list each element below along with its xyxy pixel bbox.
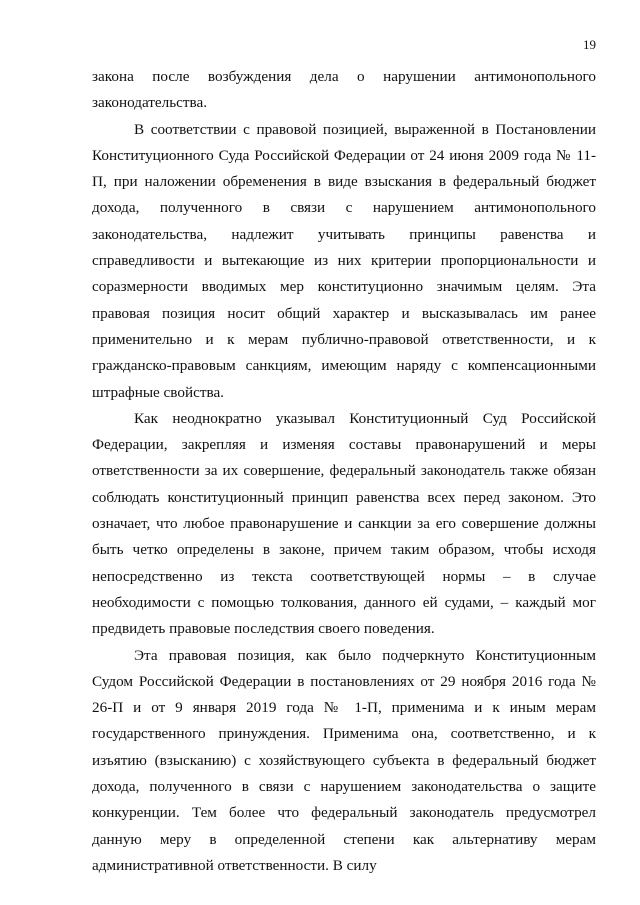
page-number: 19 [583, 37, 596, 52]
paragraph-1: закона после возбуждения дела о нарушении антимонопольного законодательства. [92, 68, 596, 112]
paragraph-4: Эта правовая позиция, как было подчеркнуто Конституционным Судом Российской Федерации в постановлениях от 29 ноября 2016 года № 26-П и от 9 января 2019 года № 1-П, применима и к иным мерам государственного принуждения. Применима она, соответственно, и к изъятию (взысканию) с хозяйствующего субъекта в федеральный бюджет дохода, полученного в связи с нарушением законодательства о защите конкуренции. Тем более что федеральный законодатель предусмотрел данную меру в определенной степени как альтернативу мерам административной ответственности. В силу [92, 646, 596, 874]
paragraph-2: В соответствии с правовой позицией, выраженной в Постановлении Конституционного Суда Российской Федерации от 24 июня 2009 года № 11-П, при наложении обременения в виде взыскания в федеральный бюджет дохода, полученного в связи с нарушением антимонопольного законодательства, надлежит учитывать принципы равенства и справедливости и вытекающие из них критерии пропорциональности и соразмерности вводимых мер конституционно значимым целям. Эта правовая позиция носит общий характер и высказывалась им ранее применительно и к мерам публично-правовой ответственности, и к гражданско-правовым санкциям, имеющим наряду с компенсационными штрафные свойства. [92, 120, 596, 401]
paragraph-3: Как неоднократно указывал Конституционный Суд Российской Федерации, закрепляя и изменяя составы правонарушений и меры ответственности за их совершение, федеральный законодатель также обязан соблюдать конституционный принцип равенства всех перед законом. Это означает, что любое правонарушение и санкции за его совершение должны быть четко определены в законе, причем таким образом, чтобы исходя непосредственно из текста соответствующей нормы – в случае необходимости с помощью толкования, данного ей судами, – каждый мог предвидеть правовые последствия своего поведения. [92, 409, 596, 638]
document-body [92, 64, 596, 879]
